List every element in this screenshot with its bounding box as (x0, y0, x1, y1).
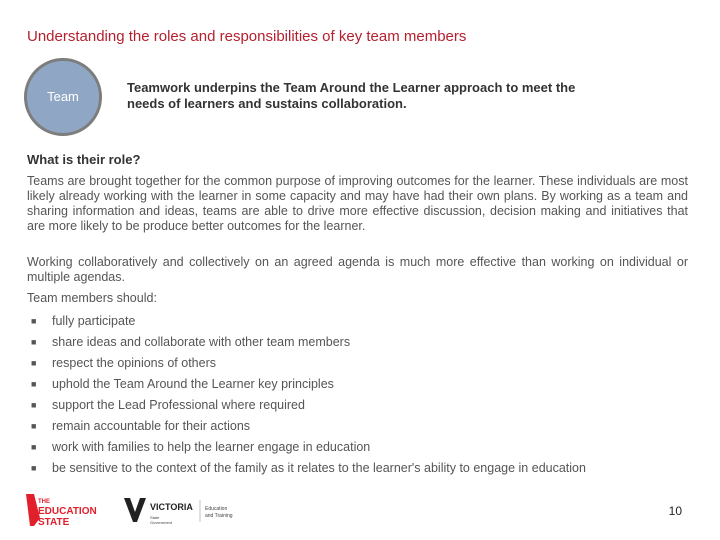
list-item: ■ work with families to help the learner engage in education (27, 437, 586, 458)
svg-text:STATE: STATE (38, 517, 70, 526)
education-state-logo (26, 494, 110, 526)
bullet-icon: ■ (31, 316, 37, 326)
svg-text:State: State (150, 515, 160, 520)
list-item: ■ share ideas and collaborate with other team members (27, 332, 586, 353)
bullet-icon: ■ (31, 421, 37, 431)
paragraph-collaboration: Working collaboratively and collectively on an agreed agenda is much more effective than working on individual or multiple agendas. (27, 255, 688, 284)
svg-text:and Training: and Training (205, 513, 233, 519)
bullet-icon: ■ (31, 358, 37, 368)
svg-text:EDUCATION: EDUCATION (38, 506, 97, 517)
bullet-icon: ■ (31, 337, 37, 347)
responsibility-list (27, 311, 586, 479)
list-item: ■ remain accountable for their actions (27, 416, 586, 437)
svg-text:VICTORIA: VICTORIA (150, 502, 193, 512)
paragraph-members-should: Team members should: (27, 291, 157, 305)
svg-text:Government: Government (150, 520, 173, 525)
list-item: ■ respect the opinions of others (27, 353, 586, 374)
footer-logos (26, 492, 246, 528)
page-number: 10 (668, 504, 682, 518)
bullet-icon: ■ (31, 463, 37, 473)
bullet-icon: ■ (31, 379, 37, 389)
victoria-government-logo (124, 492, 244, 528)
list-item: ■ support the Lead Professional where required (27, 395, 586, 416)
team-badge-label: Team (47, 89, 79, 104)
section-heading: What is their role? (27, 152, 141, 167)
page-title: Understanding the roles and responsibilities of key team members (27, 28, 467, 45)
list-item: ■ uphold the Team Around the Learner key principles (27, 374, 586, 395)
list-item: ■ fully participate (27, 311, 586, 332)
intro-text: Teamwork underpins the Team Around the Learner approach to meet the needs of learners and sustains collaboration. (127, 80, 576, 111)
svg-text:Education: Education (205, 506, 228, 512)
paragraph-purpose: Teams are brought together for the common purpose of improving outcomes for the learner. These individuals are most likely already working with the learner in some capacity and may have had their own plans. By working as a team and sharing information and ideas, teams are able to drive more effective discussion, decision making and initiatives that are more likely to be produce better outcomes for the learner. (27, 174, 688, 233)
bullet-icon: ■ (31, 442, 37, 452)
team-badge (24, 58, 102, 136)
svg-text:THE: THE (38, 499, 50, 505)
bullet-icon: ■ (31, 400, 37, 410)
list-item: ■ be sensitive to the context of the family as it relates to the learner's ability to engage in education (27, 458, 586, 479)
